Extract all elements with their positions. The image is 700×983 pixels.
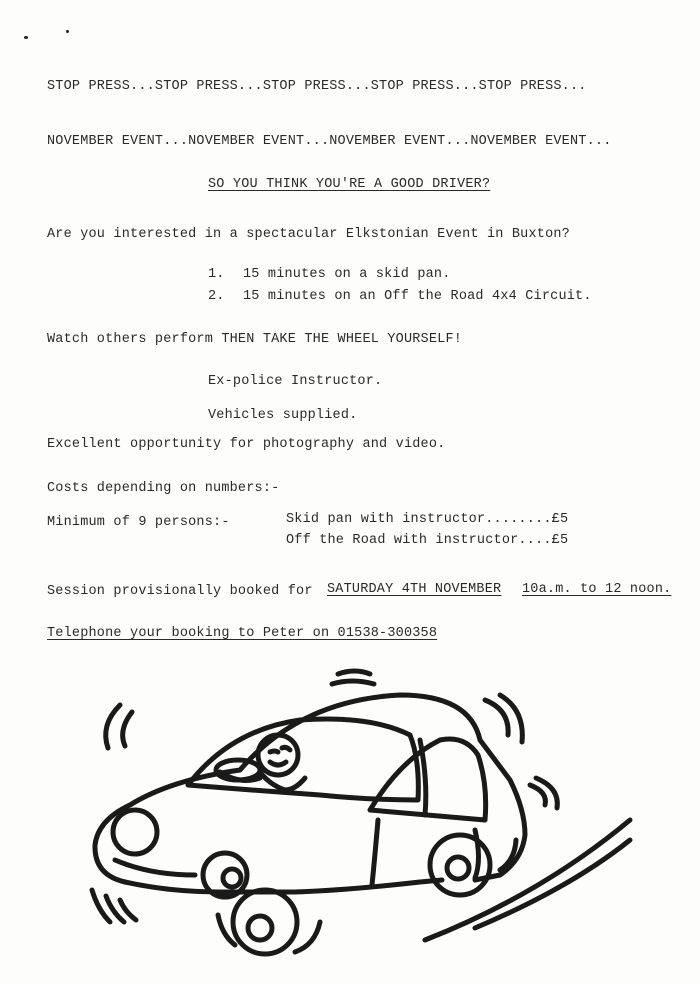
cartoon-car-drawing [70,660,650,970]
session-date: SATURDAY 4TH NOVEMBER [327,582,502,597]
minimum-label: Minimum of 9 persons:- [47,515,230,530]
november-event-banner: NOVEMBER EVENT...NOVEMBER EVENT...NOVEMBER EVENT...NOVEMBER EVENT... [47,134,612,149]
list-item-2-text: 15 minutes on an Off the Road 4x4 Circuit. [243,289,592,304]
telephone-text: Telephone your booking to Peter on 01538-300358 [47,626,438,641]
price-off-road: Off the Road with instructor....£5 [286,533,569,548]
instructor-text: Ex-police Instructor. [208,374,383,389]
costs-text: Costs depending on numbers:- [47,481,280,496]
watch-text: Watch others perform THEN TAKE THE WHEEL YOURSELF! [47,332,463,347]
stop-press-banner: STOP PRESS...STOP PRESS...STOP PRESS...STOP PRESS...STOP PRESS... [47,79,587,94]
price-skid-pan: Skid pan with instructor........£5 [286,512,569,527]
list-item-1-text: 15 minutes on a skid pan. [243,267,451,282]
photography-text: Excellent opportunity for photography and video. [47,437,446,452]
question-text: Are you interested in a spectacular Elkstonian Event in Buxton? [47,227,570,242]
list-item-1-number: 1. [208,267,225,282]
vehicles-text: Vehicles supplied. [208,408,358,423]
scan-speck [66,30,69,33]
headline: SO YOU THINK YOU'RE A GOOD DRIVER? [208,177,491,192]
session-time: 10a.m. to 12 noon. [522,582,672,597]
session-prefix: Session provisionally booked for [47,584,313,599]
scan-speck [24,36,28,39]
list-item-2-number: 2. [208,289,225,304]
